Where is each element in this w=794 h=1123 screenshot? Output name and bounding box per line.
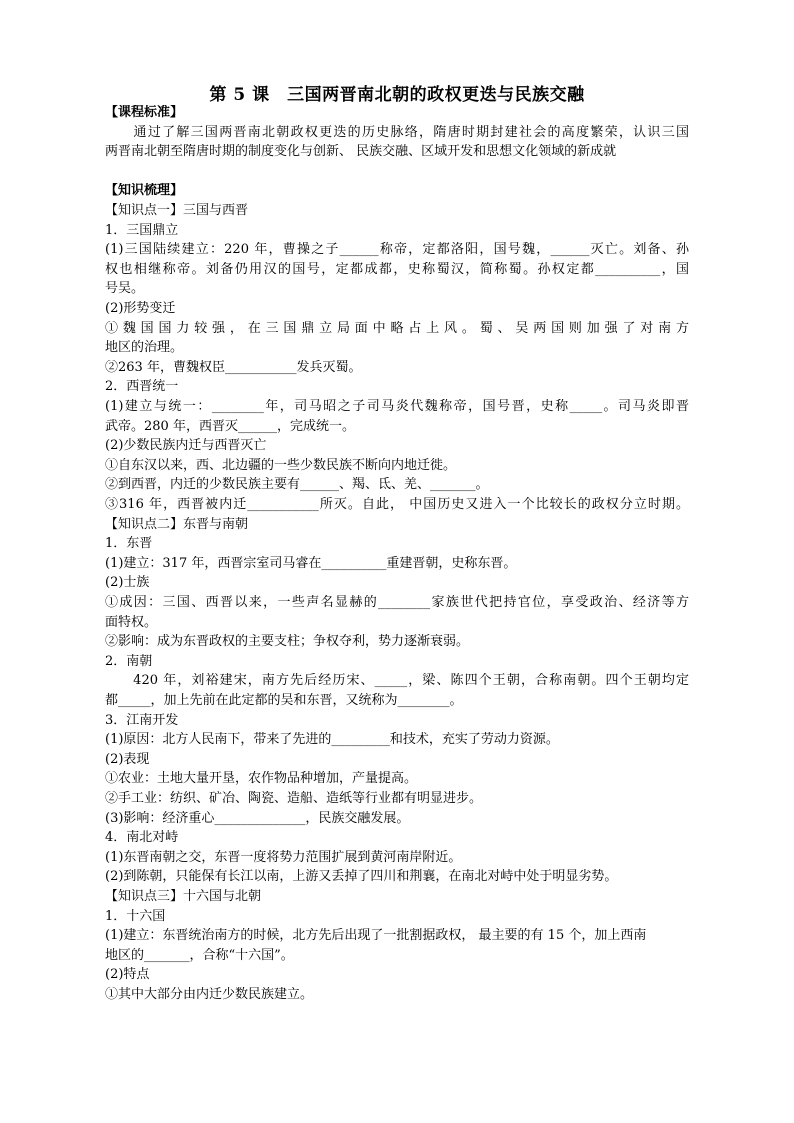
text-line: 通过了解三国两晋南北朝政权更迭的历史脉络，隋唐时期封建社会的高度繁荣，认识三国: [105, 125, 689, 140]
text-line: 1．三国鼎立: [105, 223, 179, 238]
text-line: ②到西晋，内迁的少数民族主要有______、羯、氐、羌、_______。: [105, 477, 489, 492]
text-line: (2)表现: [105, 752, 150, 767]
text-line: 3．江南开发: [105, 713, 179, 728]
text-line: 地区的_______，合称“十六国”。: [105, 948, 294, 963]
text-line: (2)少数民族内迁与西晋灭亡: [105, 438, 267, 453]
text-line: (1)东晋南朝之交，东晋一度将势力范围扩展到黄河南岸附近。: [105, 850, 462, 865]
text-line: 权也相继称帝。刘备仍用汉的国号，定都成都，史称蜀汉，简称蜀。孙权定都__________，国: [105, 262, 689, 277]
text-line: (2)到陈朝，只能保有长江以南，上游又丢掉了四川和荆襄，在南北对峙中处于明显劣势。: [105, 869, 618, 884]
text-line: 【课程标准】: [105, 105, 184, 120]
text-line: ③316 年，西晋被内迁___________所灭。自此， 中国历史又进入一个比较长的政权分立时期。: [105, 497, 689, 512]
text-line: (1)建立：317 年，西晋宗室司马睿在__________重建晋朝，史称东晋。: [105, 556, 517, 571]
text-line: (2)形势变迁: [105, 301, 176, 316]
text-line: (2)特点: [105, 967, 150, 982]
text-line: 2．南朝: [105, 654, 153, 669]
text-line: 【知识点二】东晋与南朝: [105, 517, 249, 532]
text-line: 武帝。280 年，西晋灭______，完成统一。: [105, 419, 355, 434]
text-line: (1)三国陆续建立：220 年，曹操之子______称帝，定都洛阳，国号魏，______灭亡。刘备、孙: [105, 242, 689, 257]
text-line: 【知识梳理】: [105, 183, 184, 198]
text-line: 4．南北对峙: [105, 830, 179, 845]
text-line: ①农业：土地大量开垦，农作物品种增加，产量提高。: [105, 771, 418, 786]
text-line: 1．东晋: [105, 536, 153, 551]
text-line: ①自东汉以来，西、北边疆的一些少数民族不断向内地迁徙。: [105, 458, 457, 473]
text-line: ②影响：成为东晋政权的主要支柱；争权夺利，势力逐渐衰弱。: [105, 634, 470, 649]
text-line: ①其中大部分由内迁少数民族建立。: [105, 987, 314, 1002]
text-line: 都_____，加上先前在此定都的吴和东晋，又统称为________。: [105, 693, 463, 708]
text-line: ②263 年，曹魏权臣___________发兵灭蜀。: [105, 360, 362, 375]
text-line: 两晋南北朝至隋唐时期的制度变化与创新、 民族交融、区域开发和思想文化领域的新成就: [105, 144, 617, 159]
text-line: (2)士族: [105, 575, 150, 590]
text-line: ②手工业：纺织、矿冶、陶瓷、造船、造纸等行业都有明显进步。: [105, 791, 483, 806]
text-line: 号吴。: [105, 281, 145, 296]
text-line: 面特权。: [105, 615, 158, 630]
text-line: ①成因：三国、西晋以来，一些声名显赫的________家族世代把持官位，享受政治、经济等方: [105, 595, 689, 610]
text-line: 【知识点一】三国与西晋: [105, 203, 249, 218]
text-line: (1)建立与统一：________年，司马昭之子司马炎代魏称帝，国号晋，史称_____。司马炎即晋: [105, 399, 689, 414]
page-title: 第 5 课 三国两晋南北朝的政权更迭与民族交融: [209, 85, 585, 105]
text-line: 420 年，刘裕建宋，南方先后经历宋、_____，梁、陈四个王朝，合称南朝。四个王朝均定: [105, 673, 689, 688]
text-line: (1)建立：东晋统治南方的时候，北方先后出现了一批割据政权， 最主要的有 15 个，加上西南: [105, 928, 647, 943]
text-line: 【知识点三】十六国与北朝: [105, 889, 262, 904]
text-line: 2．西晋统一: [105, 379, 179, 394]
text-line: [105, 164, 689, 180]
text-line: 地区的治理。: [105, 340, 184, 355]
text-line: 1．十六国: [105, 909, 166, 924]
text-line: (1)原因：北方人民南下，带来了先进的_________和技术，充实了劳动力资源。: [105, 732, 559, 747]
text-line: (3)影响：经济重心______________，民族交融发展。: [105, 811, 410, 826]
text-line: ①魏国国力较强，在三国鼎立局面中略占上风。蜀、吴两国则加强了对南方: [105, 321, 689, 336]
